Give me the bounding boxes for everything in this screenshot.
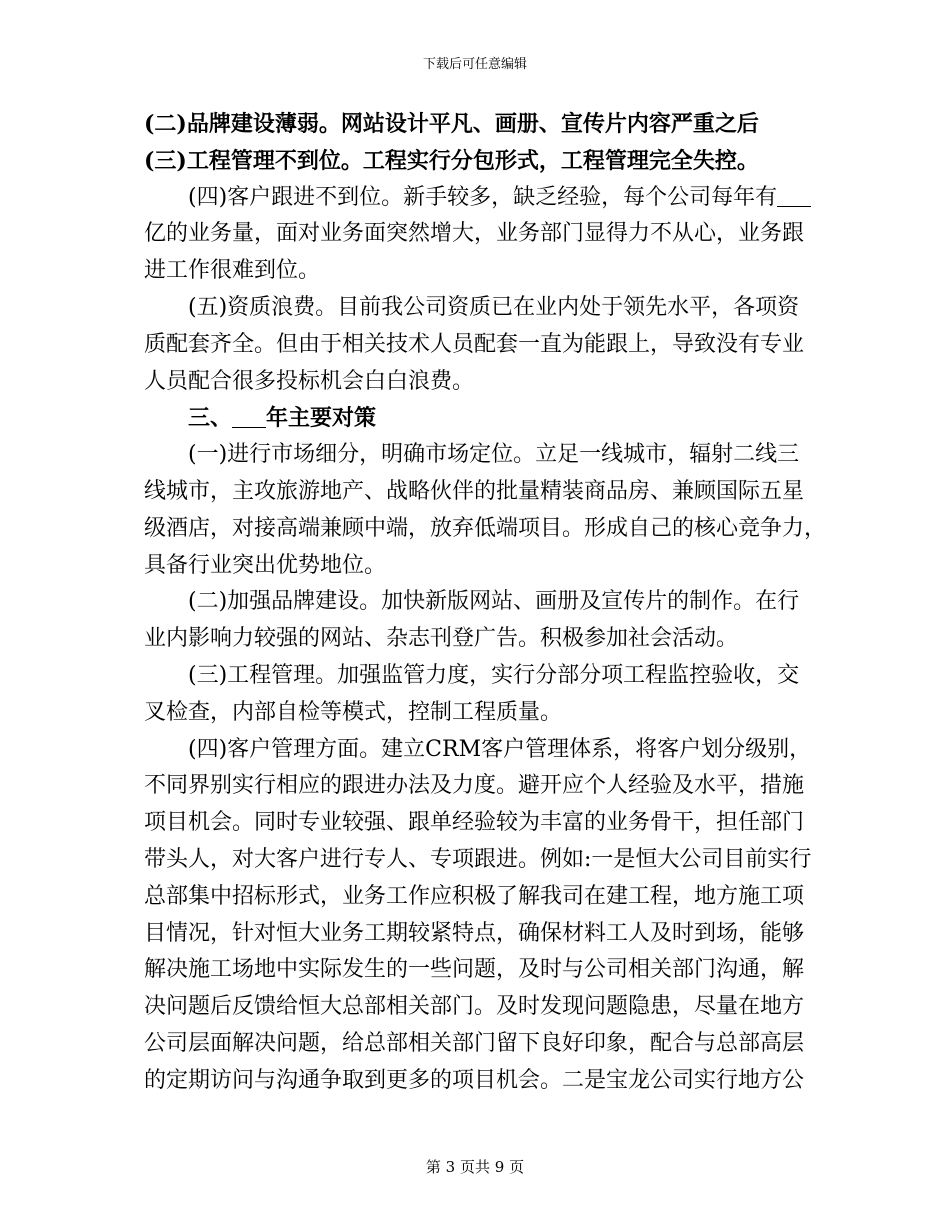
paragraph-line: (三)工程管理。加强监管力度，实行分部分项工程监控验收，交 <box>188 662 800 688</box>
paragraph-line: 人员配合很多投标机会白白浪费。 <box>144 368 475 394</box>
paragraph-line: 的定期访问与沟通争取到更多的项目机会。二是宝龙公司实行地方公 <box>144 1067 805 1093</box>
page-header: 下载后可任意编辑 <box>422 57 527 72</box>
document-body <box>144 106 827 1100</box>
paragraph-text: (四)客户跟进不到位。新手较多，缺乏经验，每个公司每年有 <box>188 184 778 210</box>
paragraph-line: 总部集中招标形式，业务工作应积极了解我司在建工程，地方施工项 <box>144 883 805 909</box>
paragraph-line: 级酒店，对接高端兼顾中端，放弃低端项目。形成自己的核心竞争力， <box>144 515 827 541</box>
fill-in-blank <box>232 405 266 428</box>
paragraph-line: 质配套齐全。但由于相关技术人员配套一直为能跟上，导致没有专业 <box>144 331 805 357</box>
paragraph-line: 亿的业务量，面对业务面突然增大，业务部门显得力不从心，业务跟 <box>144 221 805 247</box>
section-heading-number: 三、 <box>188 405 233 432</box>
paragraph-line: 不同界别实行相应的跟进办法及力度。避开应个人经验及水平，措施 <box>144 773 805 799</box>
paragraph-line: 线城市，主攻旅游地产、战略伙伴的批量精装商品房、兼顾国际五星 <box>144 478 805 504</box>
paragraph-line: (二)品牌建设薄弱。网站设计平凡、画册、宣传片内容严重之后 <box>144 111 759 137</box>
section-heading-text: 年主要对策 <box>266 405 377 432</box>
paragraph-line: (一)进行市场细分，明确市场定位。立足一线城市，辐射二线三 <box>188 442 800 468</box>
paragraph-line: 带头人，对大客户进行专人、专项跟进。例如:一是恒大公司目前实行 <box>144 846 812 872</box>
fill-in-blank <box>777 184 811 207</box>
paragraph-line: (五)资质浪费。目前我公司资质已在业内处于领先水平，各项资 <box>188 294 800 320</box>
page-footer: 第 3 页共 9 页 <box>425 1158 525 1176</box>
paragraph-line: 进工作很难到位。 <box>144 258 321 284</box>
paragraph-line: 公司层面解决问题，给总部相关部门留下良好印象，配合与总部高层 <box>144 1030 805 1056</box>
paragraph-line: (四)客户管理方面。建立CRM客户管理体系，将客户划分级别， <box>188 736 812 762</box>
paragraph-line: 项目机会。同时专业较强、跟单经验较为丰富的业务骨干，担任部门 <box>144 810 805 836</box>
paragraph-line: (二)加强品牌建设。加快新版网站、画册及宣传片的制作。在行 <box>188 589 800 615</box>
section-heading <box>144 400 808 437</box>
paragraph-line: 解决施工场地中实际发生的一些问题，及时与公司相关部门沟通，解 <box>144 957 805 983</box>
paragraph-line: 叉检查，内部自检等模式，控制工程质量。 <box>144 699 563 725</box>
paragraph-line <box>144 180 808 217</box>
paragraph-line: 业内影响力较强的网站、杂志刊登广告。积极参加社会活动。 <box>144 626 739 652</box>
paragraph-line: 目情况，针对恒大业务工期较紧特点，确保材料工人及时到场，能够 <box>144 920 805 946</box>
paragraph-line: 具备行业突出优势地位。 <box>144 552 387 578</box>
paragraph-line: (三)工程管理不到位。工程实行分包形式，工程管理完全失控。 <box>144 147 759 174</box>
paragraph-line: 决问题后反馈给恒大总部相关部门。及时发现问题隐患，尽量在地方 <box>144 994 805 1020</box>
